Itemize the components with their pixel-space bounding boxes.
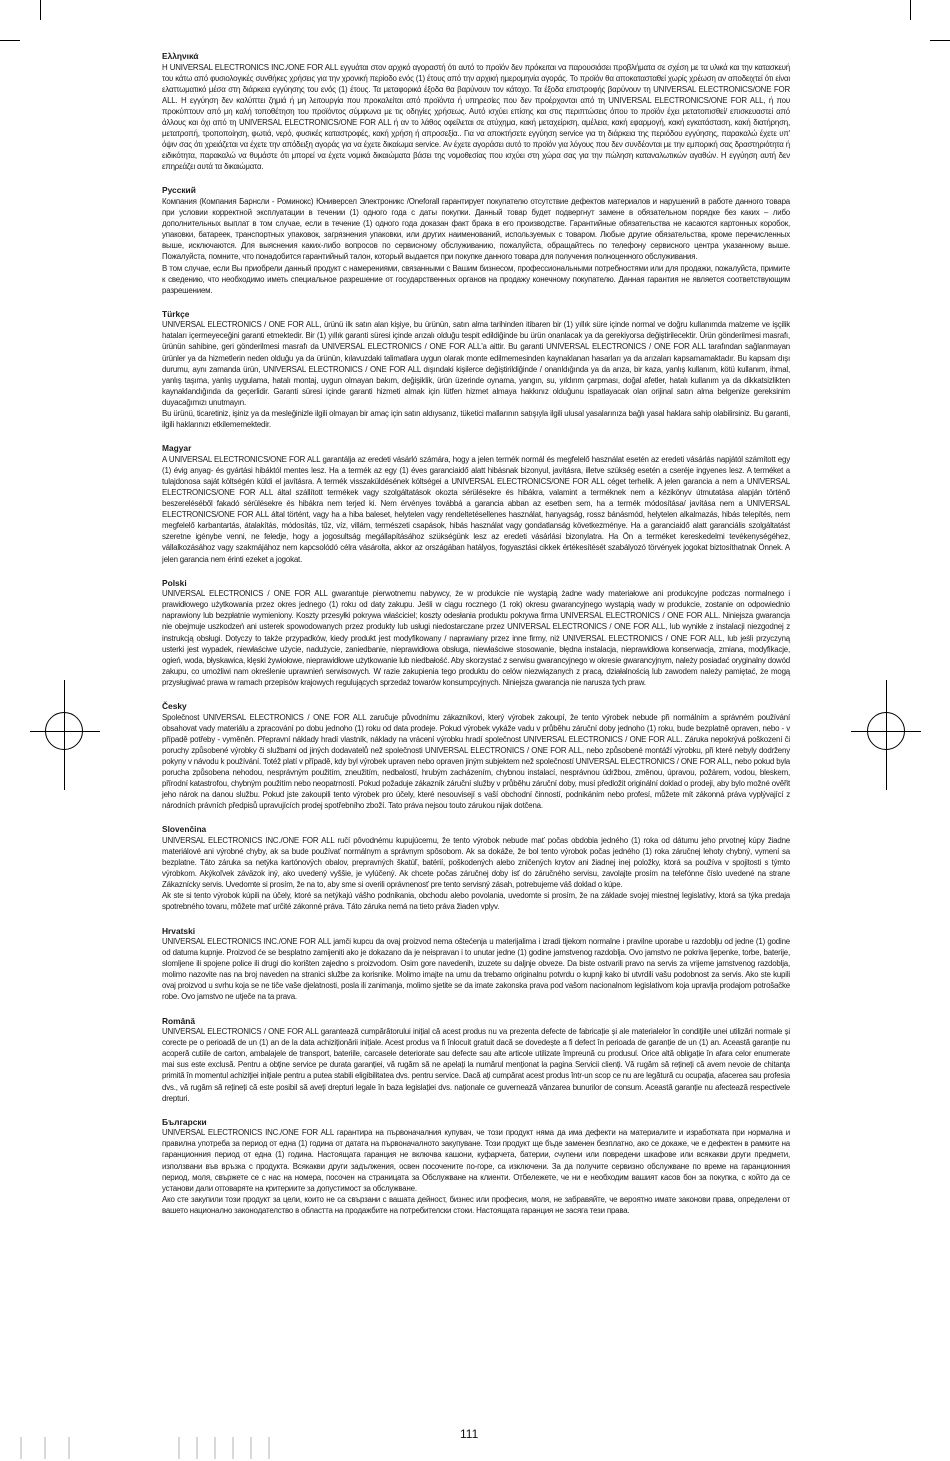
section-hungarian xyxy=(162,443,790,564)
section-paragraph: A UNIVERSAL ELECTRONICS/ONE FOR ALL garantálja az eredeti vásárló számára, hogy a jelen termék normál és megfelelő használat esetén az eredeti vásárlás napjától számított egy (1) évig anyag- és gyártási hibáktól mentes lesz. Ha a termék az egy (1) éves garanciaidő alatt hibásnak bizonyul, javításra, illetve szükség esetén a cseréje ingyenes lesz. A terméket a tulajdonosa saját költségén küldi el javításra. A termék visszaküldésének költségei a UNIVERSAL ELECTRONICS/ONE FOR ALL céget terhelik. A jelen garancia a nem a UNIVERSAL ELECTRONICS/ONE FOR ALL által szállított termékek vagy szolgáltatások okozta sérülésekre és hibákra, valamint a terméknek nem a kézikönyv útmutatása alapján történő beszereléséből fakadó sérülésekre és hibákra nem terjed ki. Nem érvényes továbbá a garancia abban az esetben sem, ha a termék módosítása/ javítása nem a UNIVERSAL ELECTRONICS/ONE FOR ALL által történt, vagy ha a hiba baleset, helytelen vagy rendeltetésellenes használat, hanyagság, rossz bánásmód, helytelen alkalmazás, hibás telepítés, nem megfelelő karbantartás, átalakítás, módosítás, tűz, víz, villám, természeti csapások, hibás használat vagy gondatlanság következménye. Ha a garanciaidő alatt garanciális szolgáltatást szeretne igénybe venni, ne feledje, hogy a jogosultság megállapításához szükségünk lesz az eredeti vásárlási bizonylatra. Ha Ön a terméket kereskedelmi tevékenységéhez, vállalkozásához vagy szakmájához nem kapcsolódó célra vásárolta, akkor az országában hatályos, fogyasztási cikkek értékesítését szabályozó törvények jogokat biztosíthatnak Önnek. A jelen garancia nem érinti ezeket a jogokat. xyxy=(162,454,790,564)
section-title: Română xyxy=(162,1015,196,1026)
section-title: Български xyxy=(162,1116,207,1127)
section-czech xyxy=(162,701,790,811)
section-paragraph: В том случае, если Вы приобрели данный продукт с намерениями, связанными с Вашим бизнесом, профессиональными потребностями или для продажи, пожалуйста, примите к сведению, что необходимо иметь специальное разрешение от государственных органов на продажу конечному покупателю. Данная гарантия не является соответствующим разрешением. xyxy=(162,263,790,295)
section-title: Magyar xyxy=(162,443,192,454)
section-paragraph: Ak ste si tento výrobok kúpili na účely, ktoré sa netýkajú vášho podnikania, obchodu alebo povolania, uvedomte si prosím, že na základe svojej miestnej legislatívy, ktorá sa týka predaja spotrebného tovaru, môžete mať určité zákonné práva. Táto záruka nemá na tieto práva žiaden vplyv. xyxy=(162,891,790,912)
section-title: Ελληνικά xyxy=(162,51,199,61)
section-title: Türkçe xyxy=(162,308,190,319)
section-paragraph: Η UNIVERSAL ELECTRONICS INC./ONE FOR ALL εγγυάται στον αρχικό αγοραστή ότι αυτό το προϊόν δεν πρόκειται να παρουσιάσει προβλήματα σε σχέση με τα υλικά και την κατασκευή του κάτω από φυσιολογικές συνθήκες χρήσεις για την χρονική περίοδο ενός (1) έτους από την αρχική ημερομηνία αγοράς. Το προϊόν θα αποκατασταθεί χωρίς χρέωση αν αποδειχτεί ότι είναι ελαττωματικό μέσα στη διάρκεια εγγύησης του ενός (1) έτους. Τα μεταφορικά έξοδα θα βαρύνουν τον κάτοχο. Τα έξοδα επιστροφής βαρύνουν τη UNIVERSAL ELECTRONICS/ONE FOR ALL. Η εγγύηση δεν καλύπτει ζημιά ή μη λειτουργία που προκαλείται από προϊόντα ή υπηρεσίες που δεν προέρχονται από τη UNIVERSAL ELECTRONICS/ONE FOR ALL, ή που προκύπτουν από μη καλή τοποθέτηση του προϊόντος σύμφωνα με τις οδηγίες χρήσεως. Αυτό ισχύει επίσης και στις περιπτώσεις όπου το προϊόν έχει μετατοπισθεί/ επισκευαστεί από άλλους και όχι από τη UNIVERSAL ELECTRONICS/ONE FOR ALL ή αν το λάθος οφείλεται σε ατύχημα, κακή μεταχείριση, αμέλεια, κακή εφαρμογή, κακή εγκατάσταση, κακή διατήρηση, μετατροπή, τροποποίηση, φωτιά, νερό, φυσικές καταστροφές, κακή χρήση ή απροσεξία.. Για να αποκτήσετε εγγύηση service για τη διάρκεια της περιόδου εγγύησης, παρακαλώ έχετε υπ' όψιν σας ότι χρειάζεται να έχετε την απόδειξη αγοράς για να έχετε δικαίωμα service. Αν έχετε αγοράσει αυτό το προϊόν για λόγους που δεν συνδέονται με την εμπορική σας δραστηριότητα ή ειδικότητα, παρακαλώ να θυμάστε ότι μπορεί να έχετε νομικά δικαιώματα βάσει της νομοθεσίας που ισχύει στη χώρα σας για την πώληση καταναλωτικών αγαθών. Η εγγύηση αυτή δεν επηρεάζει αυτά τα δικαιώματα. xyxy=(162,62,790,172)
section-croatian xyxy=(162,926,790,1003)
section-title: Slovenčina xyxy=(162,824,207,835)
section-russian xyxy=(162,185,790,295)
section-title: Русский xyxy=(162,185,196,196)
section-paragraph: UNIVERSAL ELECTRONICS INC./ONE FOR ALL ručí pôvodnému kupujúcemu, že tento výrobok nebude mať počas obdobia jedného (1) roka od dátumu jeho prvotnej kúpy žiadne materiálové ani výrobné chyby, ak sa bude používať normálnym a správnym spôsobom. Ak sa dokáže, že bol tento výrobok počas jedného (1) roka záručnej lehoty chybný, vymení sa bezplatne. Táto záruka sa netýka kartónových obalov, prepravných škatúľ, batérií, poškodených alebo zničených krytov ani žiadnej inej položky, ktorá sa používa v spojitosti s týmto výrobkom. Akýkoľvek záväzok iný, ako uvedený vyššie, je vylúčený. Ak chcete počas záručnej doby ísť do záručného servisu, zavolajte prosím na telefónne číslo uvedené na strane Zákaznícky servis. Uvedomte si prosím, že na to, aby sme si overili oprávnenosť pre tento servisný zásah, potrebujeme váš doklad o kúpe. xyxy=(162,835,790,890)
section-turkish xyxy=(162,309,790,430)
section-bulgarian xyxy=(162,1117,790,1216)
crop-mark-top-right-h xyxy=(930,40,950,41)
section-greek xyxy=(162,51,790,172)
section-paragraph: UNIVERSAL ELECTRONICS INC./ONE FOR ALL jamči kupcu da ovaj proizvod nema oštećenja u materijalima i izradi tijekom normalne i pravilne uporabe u razdoblju od jedne (1) godine od datuma kupnje. Proizvod će se besplatno zamijeniti ako je dokazano da je neispravan i to unutar jedne (1) godine jamstvenog razdoblja. Ovo jamstvo ne pokriva ljepenke, torbe, baterije, slomljene ili spojene police ili drugi dio korišten zajedno s proizvodom. Osim gore navedenih, izuzete su daljnje obveze. Da biste ostvarili pravo na servis za vrijeme jamstvenog razdoblja, molimo nazovite nas na broj naveden na stranici službe za korisnike. Molimo imajte na umu da trebamo originalnu potvrdu o kupnji kako bi utvrdili vašu podobnost za servis. Ako ste kupili ovaj proizvod u svrhu koja se ne tiče vaše djelatnosti, posla ili zanimanja, molimo sjetite se da imate zakonska prava pod vašom nacionalnom legislativom koja upravlja prodajom potrošačke robe. Ovo jamstvo ne utječe na ta prava. xyxy=(162,937,790,1002)
page-number: 111 xyxy=(460,1427,479,1441)
section-paragraph: UNIVERSAL ELECTRONICS / ONE FOR ALL garantează cumpărătorului inițial că acest produs nu va prezenta defecte de fabricație și ale materialelor în condițiile unei utilizări normale și corecte pe o perioadă de un (1) an de la data achiziționării inițiale. Acest produs va fi înlocuit gratuit dacă se dovedește a fi defect în perioada de garanție de un (1) an. Această garanție nu acoperă cutiile de carton, ambalajele de transport, bateriile, carcasele deteriorate sau defecte sau alte articole utilizate împreună cu produsul. Orice altă obligație în afara celor enumerate mai sus este exclusă. Pentru a obține service pe durata garanției, vă rugăm să ne apelați la numărul menționat la pagina Servicii clienți. Vă rugăm să rețineți că avem nevoie de chitanța primită în momentul achiziției inițiale pentru a putea stabili eligibilitatea dvs. pentru service. Dacă ați cumpărat acest produs într-un scop ce nu are legătură cu ocupația, afacerea sau profesia dvs., vă rugăm să rețineți că este posibil să aveți drepturi legale în baza legislației dvs. naționale ce guvernează vânzarea bunurilor de consum. Această garanție nu afectează respectivele drepturi. xyxy=(162,1027,790,1103)
section-slovak xyxy=(162,824,790,912)
section-title: Polski xyxy=(162,577,187,588)
section-paragraph: Společnost UNIVERSAL ELECTRONICS / ONE FOR ALL zaručuje původnímu zákazníkovi, který výrobek zakoupí, že tento výrobek nebude při normálním a správném používání obsahovat vady materiálu a zpracování po dobu jednoho (1) roku od data prodeje. Pokud výrobek vykáže vadu v průběhu záruční doby jednoho (1) roku, bude bezplatně opraven, nebo - v případě potřeby - vyměněn. Přepravní náklady hradí vlastník, náklady na vrácení výrobku hradí společnost UNIVERSAL ELECTRONICS / ONE FOR ALL. Záruka nepokrývá poškození či poruchy způsobené výrobky či službami od jiných dodavatelů než společnosti UNIVERSAL ELECTRONICS / ONE FOR ALL, nebo způsobené montáží výrobku, při které nebyly dodrženy pokyny v návodu k používání. Totéž platí v případě, kdy byl výrobek upraven nebo opraven jiným subjektem než společností UNIVERSAL ELECTRONICS / ONE FOR ALL, nebo pokud byla porucha způsobena nehodou, nesprávným použitím, zneužitím, nedbalostí, hrubým zacházením, chybnou instalací, nesprávnou údržbou, změnou, úpravou, požárem, vodou, bleskem, přírodní katastrofou, chybným použitím nebo neopatrností. Pokud požaduje zákazník záruční služby v průběhu záruční doby, musí předložit originální doklad o prodeji, aby bylo možné ověřit jeho nárok na danou službu. Pokud jste zakoupili tento výrobek pro účely, které nesouvisejí s vaší obchodní činností, podnikáním nebo profesí, můžete mít zákonná práva vyplývající z národních právních předpisů upravujících prodej spotřebního zboží. Tato práva nejsou touto zárukou nijak dotčena. xyxy=(162,712,790,811)
section-paragraph: Ако сте закупили този продукт за цели, които не са свързани с вашата дейност, бизнес или професия, моля, не забравяйте, че вероятно имате законови права, определени от вашето национално законодателство в областта на продажбите на потребителски стоки. Настоящата гаранция не засяга тези права. xyxy=(162,1194,790,1215)
crop-mark-top-left-h xyxy=(0,40,20,41)
section-polish xyxy=(162,578,790,688)
section-paragraph: Bu ürünü, ticaretiniz, işiniz ya da mesleğinizle ilgili olmayan bir amaç için satın aldıysanız, tüketici mallarının satışıyla ilgili ulusal yasalarınıza bağlı yasal haklara sahip olabilirsiniz. Bu garanti, ilgili haklarınızı etkilememektedir. xyxy=(162,409,790,430)
section-paragraph: UNIVERSAL ELECTRONICS / ONE FOR ALL gwarantuje pierwotnemu nabywcy, że w produkcie nie wystąpią żadne wady materiałowe ani produkcyjne podczas normalnego i prawidłowego użytkowania przez okres jednego (1) roku od daty zakupu. Jeśli w ciągu rocznego (1 rok) okresu gwarancyjnego wystąpią wady w produkcie, zostanie on odpowiednio naprawiony lub bezpłatnie wymieniony. Koszty przesyłki pokrywa właściciel; koszty odesłania produktu pokrywa firma UNIVERSAL ELECTRONICS / ONE FOR ALL. Niniejsza gwarancja nie obejmuje uszkodzeń ani usterek spowodowanych przez produkty lub usługi niedostarczane przez UNIVERSAL ELECTRONICS / ONE FOR ALL, lub wynikłe z instalacji niezgodnej z instrukcją obsługi. Dotyczy to także przypadków, kiedy produkt jest modyfikowany / naprawiany przez inne firmy, niż UNIVERSAL ELECTRONICS / ONE FOR ALL, lub jeśli przyczyną usterki jest wypadek, niewłaściwe użycie, nadużycie, zaniedbanie, nieprawidłowa obsługa, niewłaściwe stosowanie, błędna instalacja, nieprawidłowa konserwacja, zmiana, modyfikacje, ogień, woda, błyskawica, klęski żywiołowe, nieprawidłowe użytkowanie lub niedbałość. Aby skorzystać z serwisu gwarancyjnego w okresie gwarancyjnym, należy posiadać oryginalny dowód zakupu, co umożliwi nam określenie uprawnień serwisowych. W razie zakupienia tego produktu do celów niezwiązanych z pracą, działalnością lub zawodem należy pamiętać, że mogą przysługiwać prawa w ramach przepisów krajowych regulujących sprzedaż towarów konsumpcyjnych. Niniejsza gwarancja nie narusza tych praw. xyxy=(162,589,790,687)
warranty-text xyxy=(162,51,790,1229)
section-paragraph: UNIVERSAL ELECTRONICS / ONE FOR ALL, ürünü ilk satın alan kişiye, bu ürünün, satın alma tarihinden itibaren bir (1) yıllık süre içinde normal ve doğru kullanımda malzeme ve işçilik hataları içermeyeceğini garanti etmektedir. Bir (1) yıllık garanti süresi içinde arızalı olduğu tespit edildiğinde bu ürün onanlacak ya da gerekiyorsa değiştirilecektir. Ürün gönderilmesi masrafı, ürünün sahibine, geri gönderilmesi masrafı da UNIVERSAL ELECTRONICS / ONE FOR ALL'a aittir. Bu garanti UNIVERSAL ELECTRONICS / ONE FOR ALL tarafından sağlanmayan ürünler ya da hizmetlerin neden olduğu ya da ürünün, kılavuzdaki talimatlara uygun olarak monte edilmemesinden kaynaklanan hasarları ya da arızaları kapsamamaktadır. Bu kapsam dışı durumu, aynı zamanda ürün, UNIVERSAL ELECTRONICS / ONE FOR ALL dışındaki kişilerce değiştirildiğinde / onarıldığında ya da arıza, bir kaza, yanlış kullanım, kötü kullanım, ihmal, yanlış taşıma, yanlış uygulama, hatalı montaj, uygun olmayan bakım, değişiklik, ürün üzerinde oynama, yangın, su, yıldırım çarpması, doğal afetler, hatalı kullanım ya da dikkatsizlikten kaynaklandığında da geçerlidir. Garanti süresi içinde garanti hizmeti almak için lütfen hizmet almaya hakkınız olduğunu ispatlayacak olan orijinal satın alma belgenize gereksinim duyacağımızı unutmayın. xyxy=(162,320,790,407)
section-title: Česky xyxy=(162,701,187,711)
section-paragraph: UNIVERSAL ELECTRONICS INC./ONE FOR ALL гарантира на първоначалния купувач, че този продукт няма да има дефекти на материалите и изработката при нормална и правилна употреба за период от една (1) година от датата на първоначалното закупуване. Този продукт ще бъде заменен безплатно, ако се докаже, че е дефектен в рамките на гаранционния период от една (1) година. Настоящата гаранция не включва кашони, куфарчета, батерии, счупени или повредени шкафове или всякакви други предмети, използвани във връзка с продукта. Всякакви други задължения, освен посочените по-горе, са изключени. За да получите сервизно обслужване по време на гаранционния период, моля, свържете се с нас на номера, посочен на страницата за Обслужване на клиенти. Отбележете, че ни е необходим вашият касов бон за покупка, с който да се установи дали отговаряте на критериите за допустимост за обслужване. xyxy=(162,1128,790,1193)
section-paragraph: Компания (Компания Барнсли - Роминокс) Юниверсел Электроникс /Oneforall гарантирует покупателю отсутствие дефектов материалов и нарушений в работе данного товара при условии корректной эксплуатации в течении (1) одного года с даты покупки. Данный товар будет подвергнут замене в обязательном порядке без каких – либо дополнительных выплат в том случае, если в течение (1) одного года доказан факт брака в его производстве. Гарантийные обязательства не касаются картонных коробок, упаковки, батареек, транспортных упаковок, загрязнения упаковки, или других наименований, используемых с товаром. Любые другие обязательства, кроме перечисленных выше, исключаются. Для выяснения каких-либо вопросов по сервисному обслуживанию, пожалуйста, обращайтесь по телефону сервисного центра указанному выше. Пожалуйста, помните, что понадобится гарантийный талон, который выдается при покупке данного товара для получения полноценного обслуживания. xyxy=(162,196,790,262)
crop-mark-top-right-v xyxy=(910,0,911,20)
section-title: Hrvatski xyxy=(162,925,196,936)
section-romanian xyxy=(162,1016,790,1104)
crop-mark-top-left-v xyxy=(40,0,41,20)
